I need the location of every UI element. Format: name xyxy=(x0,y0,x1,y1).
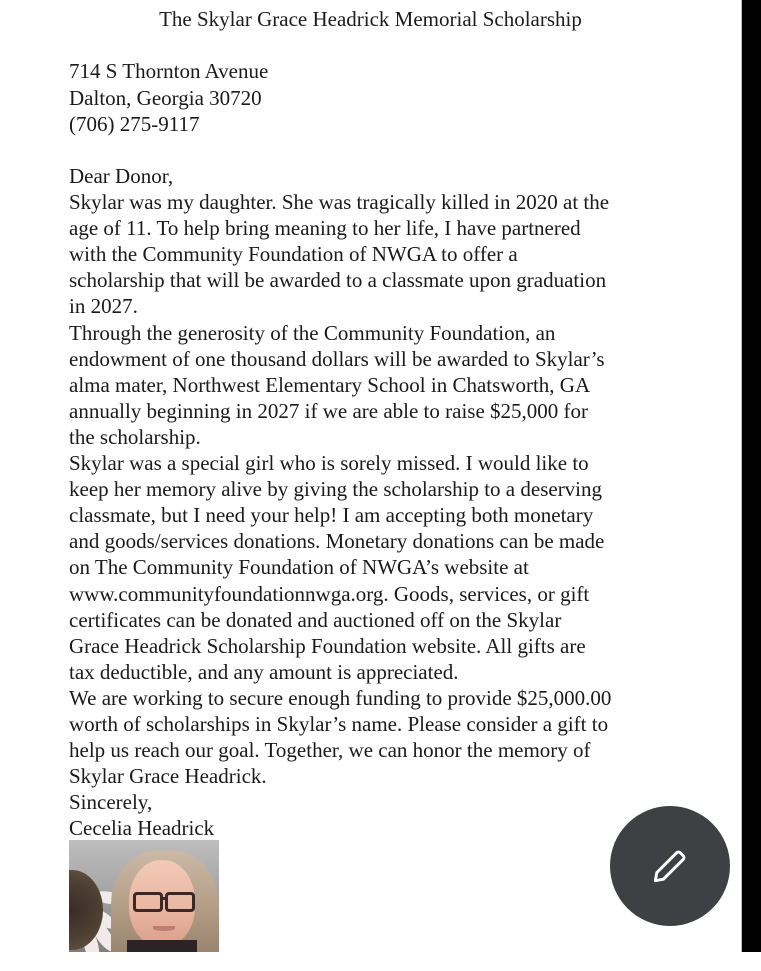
side-black-bar xyxy=(741,0,761,952)
glasses-lens-left xyxy=(133,892,163,912)
body-line: tax deductible, and any amount is appreciated. xyxy=(69,659,459,684)
body-line: endowment of one thousand dollars will be awarded to Skylar’s xyxy=(69,346,605,371)
body-line: worth of scholarships in Skylar’s name. Please consider a gift to xyxy=(69,711,609,736)
body-line: classmate, but I need your help! I am accepting both monetary xyxy=(69,503,594,528)
body-line: the scholarship. xyxy=(69,424,201,449)
address-city: Dalton, Georgia 30720 xyxy=(69,85,262,110)
address-street: 714 S Thornton Avenue xyxy=(69,59,269,83)
body-line: alma mater, Northwest Elementary School in Chatsworth, GA xyxy=(69,372,591,397)
body-line: annually beginning in 2027 if we are able to raise $25,000 for xyxy=(69,398,589,423)
mouth xyxy=(153,926,175,931)
body-line: and goods/services donations. Monetary donations can be made xyxy=(69,529,605,554)
address-phone: (706) 275-9117 xyxy=(69,112,200,136)
body-line: Skylar was a special girl who is sorely missed. I would like to xyxy=(69,451,589,476)
body-line-website: www.communityfoundationnwga.org. Goods, services, or gift xyxy=(69,581,590,606)
body-line: We are working to secure enough funding to provide $25,000.00 xyxy=(69,685,612,710)
sender-address xyxy=(69,58,268,138)
body-line: certificates can be donated and auctioned off on the Skylar xyxy=(69,607,562,632)
body-line: Through the generosity of the Community Foundation, an xyxy=(69,320,556,345)
letter-body xyxy=(69,163,669,841)
glasses-lens-right xyxy=(165,892,195,912)
edit-fab-button[interactable] xyxy=(610,806,730,926)
body-line: keep her memory alive by giving the scholarship to a deserving xyxy=(69,477,603,502)
body-line: age of 11. To help bring meaning to her life, I have partnered xyxy=(69,216,581,241)
closing: Sincerely, xyxy=(69,790,153,815)
shirt xyxy=(127,940,197,952)
body-line: with the Community Foundation of NWGA to offer a xyxy=(69,242,518,267)
body-line: Grace Headrick Scholarship Foundation website. All gifts are xyxy=(69,633,586,658)
memorial-photo xyxy=(69,840,219,952)
body-line: help us reach our goal. Together, we can honor the memory of xyxy=(69,738,591,763)
body-line: on The Community Foundation of NWGA’s website at xyxy=(69,555,529,580)
body-line: Skylar was my daughter. She was tragically killed in 2020 at the xyxy=(69,190,610,215)
body-line: Skylar Grace Headrick. xyxy=(69,764,267,789)
salutation: Dear Donor, xyxy=(69,164,174,188)
document-title: The Skylar Grace Headrick Memorial Scholarship xyxy=(159,7,582,31)
pencil-edit-icon xyxy=(648,844,692,888)
body-line: scholarship that will be awarded to a classmate upon graduation xyxy=(69,268,607,293)
body-line: in 2027. xyxy=(69,294,138,319)
signature-name: Cecelia Headrick xyxy=(69,816,215,841)
